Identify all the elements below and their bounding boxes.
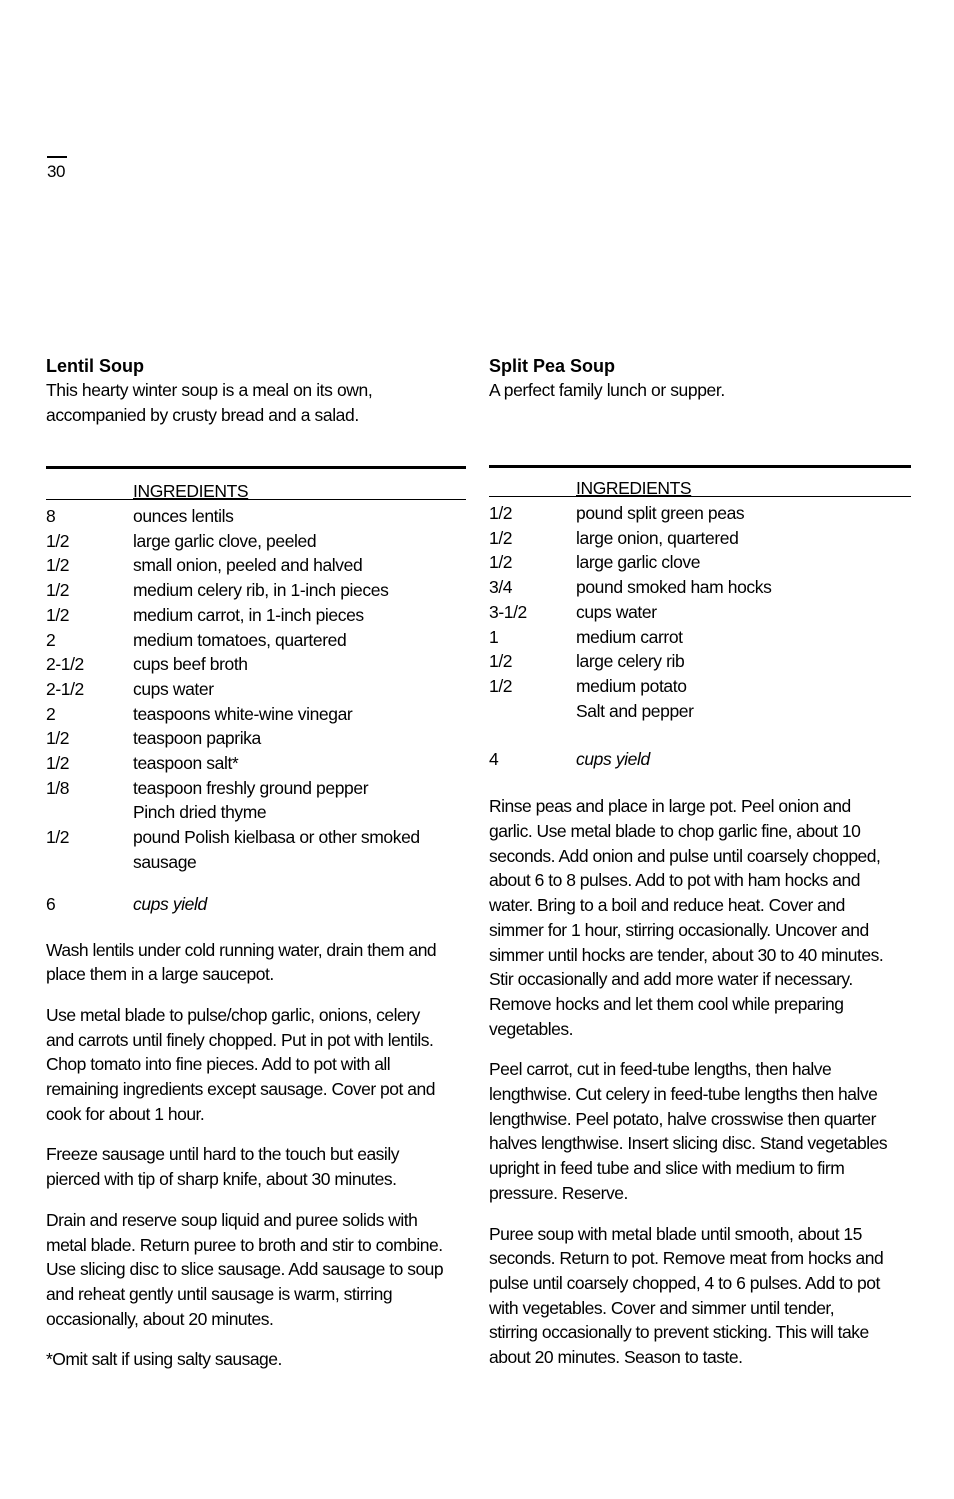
page-number-rule — [47, 156, 67, 158]
ingredient-row — [46, 825, 466, 850]
ingredient-desc: pound smoked ham hocks — [576, 577, 772, 598]
lentil-soup-recipe — [46, 354, 466, 1372]
ingredient-row — [489, 674, 911, 699]
ingredient-qty: 1/2 — [489, 675, 513, 696]
ingredient-qty: 1/2 — [489, 552, 513, 573]
ingredient-row — [489, 526, 911, 551]
ingredient-qty: 1/2 — [46, 555, 70, 576]
ingredient-qty: 1/2 — [46, 530, 70, 551]
ingredient-qty: 1/2 — [46, 580, 70, 601]
instruction-paragraph: Freeze sausage until hard to the touch but easily pierced with tip of sharp knife, about 30 minutes. — [46, 1144, 399, 1190]
ingredient-desc: medium tomatoes, quartered — [133, 629, 347, 650]
recipe-intro: This hearty winter soup is a meal on its own, accompanied by crusty bread and a salad. — [46, 380, 373, 425]
ingredient-qty: 1/2 — [46, 604, 70, 625]
yield-label: cups yield — [576, 749, 650, 770]
ingredient-desc: cups beef broth — [133, 654, 248, 675]
ingredient-desc: teaspoon paprika — [133, 728, 261, 749]
ingredient-row — [46, 776, 466, 801]
ingredient-row — [46, 702, 466, 727]
ingredient-desc: large celery rib — [576, 651, 685, 672]
instruction-paragraph: Rinse peas and place in large pot. Peel onion and garlic. Use metal blade to chop garlic fine, about 10 seconds. Add onion and pulse until coarsely chopped, about 6 to 8 pulses. Add to pot with ham hocks and water. Bring to a boil and reduce heat. Cover and simmer for 1 hour, stirring occasionally. Uncover and simmer until hocks are tender, about 30 to 40 minutes. Stir occasionally and add more water if necessary. Remove hocks and let them cool while preparing vegetables. — [489, 796, 884, 1039]
ingredient-desc: large onion, quartered — [576, 527, 739, 548]
ingredients-list — [489, 501, 911, 723]
ingredient-desc: large garlic clove, peeled — [133, 530, 317, 551]
ingredient-desc: cups water — [576, 601, 657, 622]
yield-label: cups yield — [133, 893, 207, 914]
split-pea-soup-recipe — [489, 354, 911, 1370]
ingredients-header: INGREDIENTS — [133, 481, 249, 501]
ingredient-desc: ounces lentils — [133, 506, 234, 526]
ingredient-row — [46, 504, 466, 529]
ingredient-row — [46, 726, 466, 751]
ingredient-row — [46, 677, 466, 702]
yield-row — [489, 747, 911, 772]
ingredient-row — [46, 850, 466, 875]
ingredient-qty — [46, 800, 133, 825]
ingredient-desc: teaspoon salt* — [133, 753, 239, 774]
ingredient-row — [46, 800, 466, 825]
ingredient-desc: medium carrot, in 1-inch pieces — [133, 604, 364, 625]
ingredient-desc: medium potato — [576, 675, 687, 696]
ingredient-qty — [46, 850, 133, 875]
ingredient-row — [46, 553, 466, 578]
recipe-title: Lentil Soup — [46, 356, 144, 376]
instruction-paragraph: Puree soup with metal blade until smooth, about 15 seconds. Return to pot. Remove meat from hocks and pulse until coarsely chopped, 4 to 6 pulses. Add to pot with vegetables. Cover and simmer until tender, stirring occasionally to prevent sticking. This will take about 20 minutes. Season to taste. — [489, 1223, 884, 1368]
page-number: 30 — [47, 162, 65, 181]
ingredient-qty: 2 — [46, 703, 56, 724]
ingredient-desc: Pinch dried thyme — [133, 802, 267, 823]
ingredients-list — [46, 504, 466, 875]
ingredient-qty: 1/2 — [46, 753, 70, 774]
yield-qty: 6 — [46, 893, 56, 914]
ingredient-qty: 3/4 — [489, 577, 513, 598]
ingredient-desc: pound split green peas — [576, 503, 745, 523]
ingredient-desc: large garlic clove — [576, 552, 701, 573]
ingredient-qty: 2-1/2 — [46, 678, 84, 699]
ingredient-row — [489, 600, 911, 625]
ingredient-row — [489, 649, 911, 674]
instruction-paragraph: Wash lentils under cold running water, drain them and place them in a large saucepot. — [46, 939, 437, 985]
ingredient-desc: medium carrot — [576, 626, 683, 647]
ingredient-row — [46, 652, 466, 677]
ingredient-qty: 1/2 — [489, 503, 513, 523]
ingredient-qty: 1/8 — [46, 777, 70, 798]
ingredient-qty: 1/2 — [489, 527, 513, 548]
ingredient-row — [489, 501, 911, 526]
recipe-intro: A perfect family lunch or supper. — [489, 380, 725, 400]
page-number-block — [47, 156, 67, 182]
recipe-title: Split Pea Soup — [489, 356, 616, 376]
ingredient-row — [46, 578, 466, 603]
ingredient-desc: cups water — [133, 678, 214, 699]
instruction-paragraph: Peel carrot, cut in feed-tube lengths, then halve lengthwise. Cut celery in feed-tube lengths then halve lengthwise. Peel potato, halve crosswise then quarter halves lengthwise. Insert slicing disc. Stand vegetables upright in feed tube and slice with medium to firm pressure. Reserve. — [489, 1059, 888, 1203]
ingredient-desc: teaspoons white-wine vinegar — [133, 703, 353, 724]
ingredient-qty: 1/2 — [46, 728, 70, 749]
ingredient-desc: pound Polish kielbasa or other smoked — [133, 827, 420, 848]
footnote: *Omit salt if using salty sausage. — [46, 1349, 282, 1370]
ingredient-row — [46, 751, 466, 776]
ingredient-row — [489, 550, 911, 575]
ingredients-header-row — [46, 469, 466, 500]
ingredient-qty: 1/2 — [46, 827, 70, 848]
instruction-paragraph: Use metal blade to pulse/chop garlic, onions, celery and carrots until finely chopped. Put in pot with lentils. Chop tomato into fine pieces. Add to pot with all remaining ingredients except sausage. Cover pot and cook for about 1 hour. — [46, 1004, 435, 1124]
ingredient-qty — [489, 699, 576, 724]
ingredient-qty: 1/2 — [489, 651, 513, 672]
ingredient-row — [489, 625, 911, 650]
instruction-paragraph: Drain and reserve soup liquid and puree solids with metal blade. Return puree to broth and stir to combine. Use slicing disc to slice sausage. Add sausage to soup and reheat gently until sausage is warm, stirring occasionally, about 20 minutes. — [46, 1209, 444, 1329]
ingredient-desc: small onion, peeled and halved — [133, 555, 363, 576]
ingredient-desc: Salt and pepper — [576, 700, 694, 721]
ingredient-row — [489, 699, 911, 724]
ingredient-qty: 2 — [46, 629, 56, 650]
ingredient-row — [46, 628, 466, 653]
ingredient-desc: sausage — [133, 851, 197, 872]
ingredient-desc: teaspoon freshly ground pepper — [133, 777, 369, 798]
ingredient-row — [46, 603, 466, 628]
ingredient-row — [46, 529, 466, 554]
ingredients-header: INGREDIENTS — [576, 478, 692, 498]
ingredients-header-row — [489, 468, 911, 497]
ingredient-qty: 3-1/2 — [489, 601, 527, 622]
ingredient-qty: 8 — [46, 506, 56, 526]
ingredient-desc: medium celery rib, in 1-inch pieces — [133, 580, 389, 601]
yield-row — [46, 892, 466, 917]
ingredient-row — [489, 575, 911, 600]
yield-qty: 4 — [489, 749, 499, 770]
ingredient-qty: 1 — [489, 626, 499, 647]
ingredient-qty: 2-1/2 — [46, 654, 84, 675]
